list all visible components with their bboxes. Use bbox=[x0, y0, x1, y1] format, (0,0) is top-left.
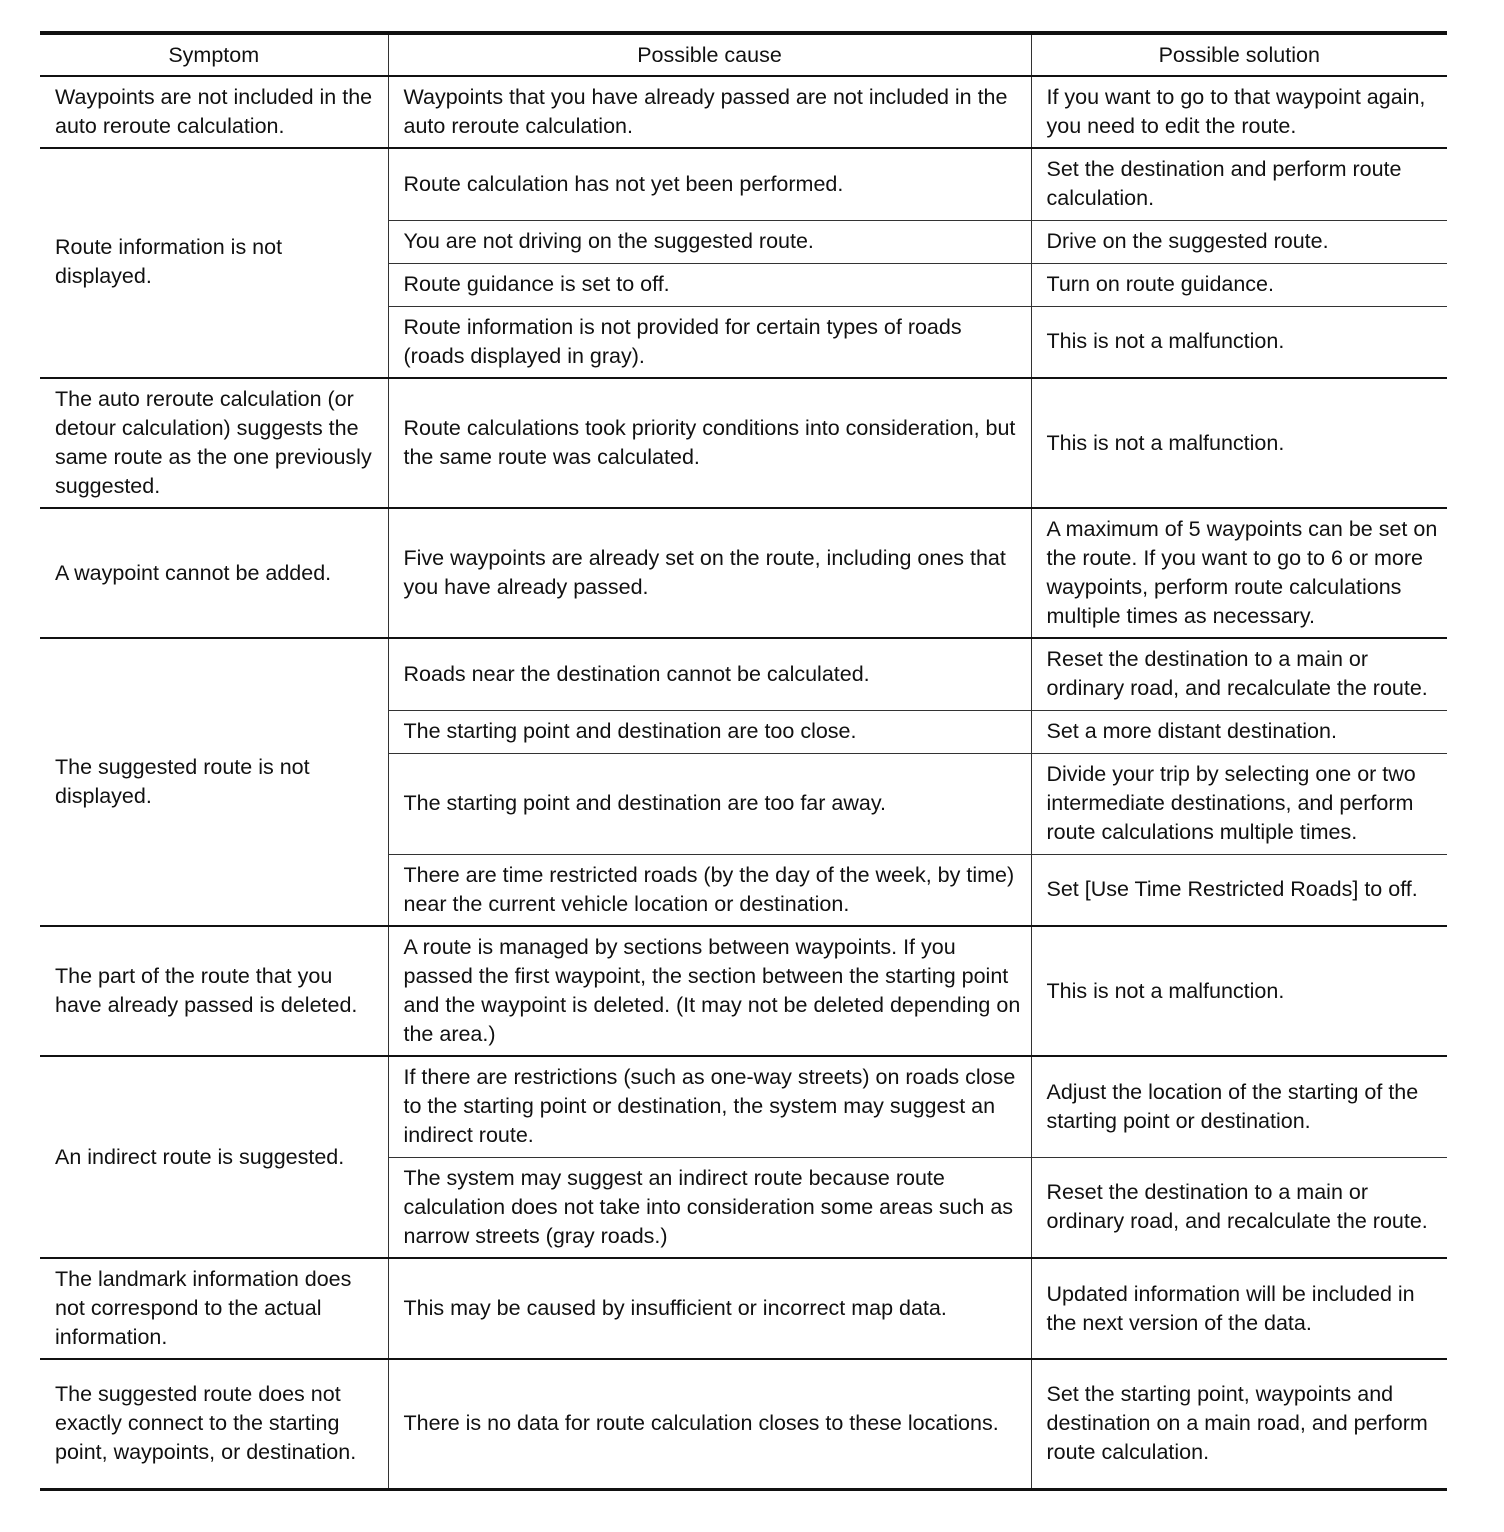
table-row bbox=[40, 1359, 1447, 1489]
cause-cell: The starting point and destination are too far away. bbox=[388, 753, 1031, 854]
cause-cell: This may be caused by insufficient or incorrect map data. bbox=[388, 1258, 1031, 1359]
cause-cell: You are not driving on the suggested route. bbox=[388, 220, 1031, 263]
cause-cell: The starting point and destination are too close. bbox=[388, 710, 1031, 753]
cause-cell: Route information is not provided for certain types of roads (roads displayed in gray). bbox=[388, 306, 1031, 378]
cause-cell: There is no data for route calculation closes to these locations. bbox=[388, 1359, 1031, 1489]
symptom-cell: Route information is not displayed. bbox=[40, 148, 388, 378]
cause-cell: There are time restricted roads (by the day of the week, by time) near the current vehicle location or destination. bbox=[388, 854, 1031, 926]
symptom-cell: The auto reroute calculation (or detour calculation) suggests the same route as the one previously suggested. bbox=[40, 378, 388, 508]
table-row bbox=[40, 378, 1447, 508]
solution-cell: This is not a malfunction. bbox=[1031, 378, 1447, 508]
cause-cell: If there are restrictions (such as one-way streets) on roads close to the starting point or destination, the system may suggest an indirect route. bbox=[388, 1056, 1031, 1157]
solution-cell: Adjust the location of the starting of the starting point or destination. bbox=[1031, 1056, 1447, 1157]
symptom-cell: The part of the route that you have already passed is deleted. bbox=[40, 926, 388, 1056]
symptom-cell: The suggested route is not displayed. bbox=[40, 638, 388, 926]
solution-cell: This is not a malfunction. bbox=[1031, 306, 1447, 378]
solution-cell: Turn on route guidance. bbox=[1031, 263, 1447, 306]
solution-cell: Reset the destination to a main or ordinary road, and recalculate the route. bbox=[1031, 638, 1447, 710]
cause-cell: The system may suggest an indirect route because route calculation does not take into consideration some areas such as narrow streets (gray roads.) bbox=[388, 1157, 1031, 1258]
cause-cell: Route calculation has not yet been performed. bbox=[388, 148, 1031, 220]
cause-cell: Roads near the destination cannot be calculated. bbox=[388, 638, 1031, 710]
solution-cell: Drive on the suggested route. bbox=[1031, 220, 1447, 263]
header-possible-solution: Possible solution bbox=[1031, 33, 1447, 76]
solution-cell: A maximum of 5 waypoints can be set on the route. If you want to go to 6 or more waypoints, perform route calculations multiple times as necessary. bbox=[1031, 508, 1447, 638]
solution-cell: Reset the destination to a main or ordinary road, and recalculate the route. bbox=[1031, 1157, 1447, 1258]
solution-cell: Updated information will be included in the next version of the data. bbox=[1031, 1258, 1447, 1359]
table-row bbox=[40, 1258, 1447, 1359]
solution-cell: Set the destination and perform route calculation. bbox=[1031, 148, 1447, 220]
symptom-cell: A waypoint cannot be added. bbox=[40, 508, 388, 638]
cause-cell: Route guidance is set to off. bbox=[388, 263, 1031, 306]
symptom-cell: An indirect route is suggested. bbox=[40, 1056, 388, 1258]
solution-cell: If you want to go to that waypoint again, you need to edit the route. bbox=[1031, 76, 1447, 148]
symptom-cell: The suggested route does not exactly connect to the starting point, waypoints, or destination. bbox=[40, 1359, 388, 1489]
table-row bbox=[40, 508, 1447, 638]
cause-cell: Route calculations took priority conditions into consideration, but the same route was calculated. bbox=[388, 378, 1031, 508]
header-symptom: Symptom bbox=[40, 33, 388, 76]
table-row bbox=[40, 1056, 1447, 1157]
symptom-cell: Waypoints are not included in the auto reroute calculation. bbox=[40, 76, 388, 148]
table-row bbox=[40, 926, 1447, 1056]
cause-cell: Five waypoints are already set on the route, including ones that you have already passed. bbox=[388, 508, 1031, 638]
table-row bbox=[40, 638, 1447, 710]
table-row bbox=[40, 148, 1447, 220]
solution-cell: Divide your trip by selecting one or two intermediate destinations, and perform route calculations multiple times. bbox=[1031, 753, 1447, 854]
symptom-cell: The landmark information does not correspond to the actual information. bbox=[40, 1258, 388, 1359]
troubleshooting-table bbox=[40, 31, 1447, 1491]
cause-cell: A route is managed by sections between waypoints. If you passed the first waypoint, the section between the starting point and the waypoint is deleted. (It may not be deleted depending on the area.) bbox=[388, 926, 1031, 1056]
header-row bbox=[40, 33, 1447, 76]
solution-cell: Set [Use Time Restricted Roads] to off. bbox=[1031, 854, 1447, 926]
table-row bbox=[40, 76, 1447, 148]
solution-cell: Set a more distant destination. bbox=[1031, 710, 1447, 753]
cause-cell: Waypoints that you have already passed are not included in the auto reroute calculation. bbox=[388, 76, 1031, 148]
solution-cell: This is not a malfunction. bbox=[1031, 926, 1447, 1056]
header-possible-cause: Possible cause bbox=[388, 33, 1031, 76]
solution-cell: Set the starting point, waypoints and destination on a main road, and perform route calculation. bbox=[1031, 1359, 1447, 1489]
